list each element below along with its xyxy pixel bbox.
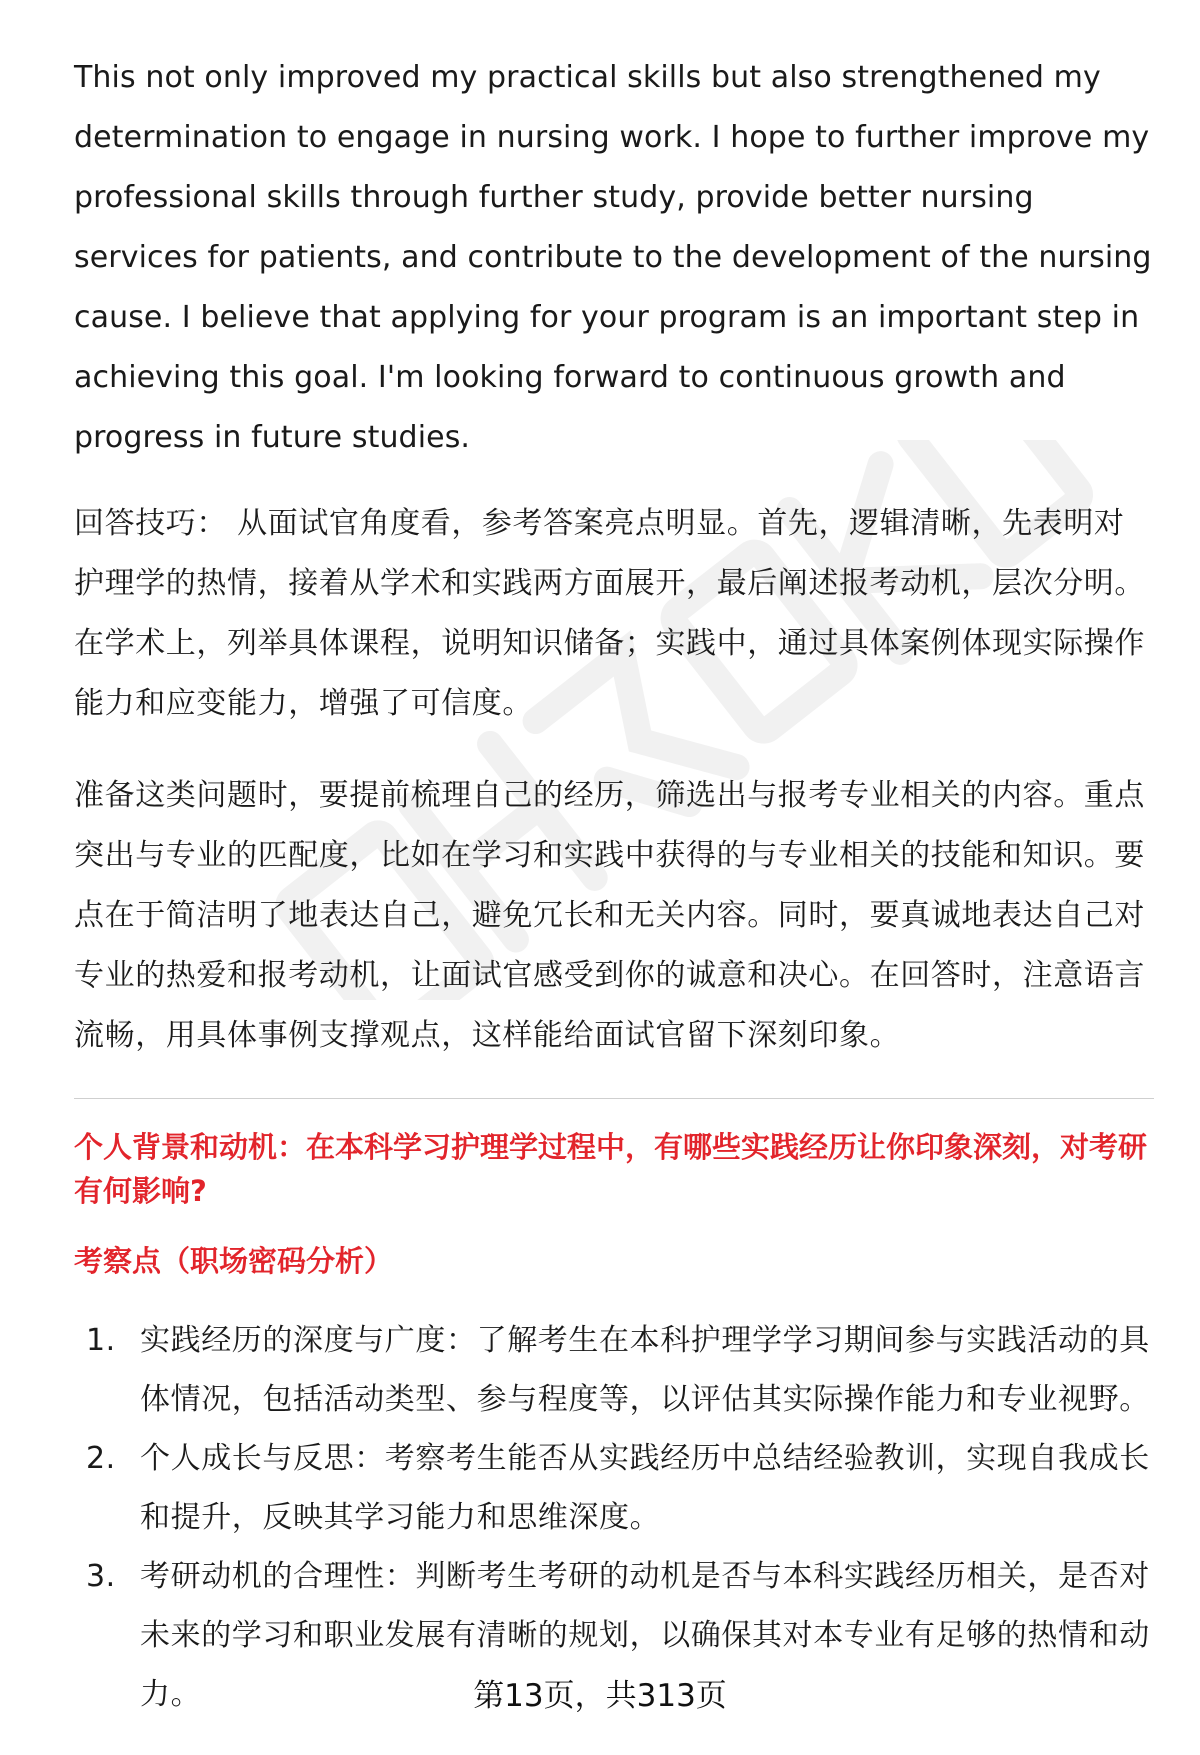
list-item <box>74 1311 1154 1429</box>
page-content <box>74 48 1154 1724</box>
preparation-paragraph: 准备这类问题时，要提前梳理自己的经历，筛选出与报考专业相关的内容。重点突出与专业的匹配度，比如在学习和实践中获得的与专业相关的技能和知识。要点在于简洁明了地表达自己，避免冗长和无关内容。同时，要真诚地表达自己对专业的热爱和报考动机，让面试官感受到你的诚意和决心。在回答时，注意语言流畅，用具体事例支撑观点，这样能给面试官留下深刻印象。 <box>74 778 1145 1053</box>
list-item-number: 2. <box>86 1441 116 1476</box>
list-item-text: 实践经历的深度与广度：了解考生在本科护理学学习期间参与实践活动的具体情况，包括活动类型、参与程度等，以评估其实际操作能力和专业视野。 <box>140 1323 1150 1417</box>
answer-tips-paragraph: 回答技巧： 从面试官角度看，参考答案亮点明显。首先，逻辑清晰，先表明对护理学的热情，接着从学术和实践两方面展开，最后阐述报考动机，层次分明。在学术上，列举具体课程，说明知识储备；实践中，通过具体案例体现实际操作能力和应变能力，增强了可信度。 <box>74 506 1145 721</box>
list-item <box>74 1429 1154 1547</box>
list-item-number: 1. <box>86 1323 116 1358</box>
list-item-text: 考研动机的合理性：判断考生考研的动机是否与本科实践经历相关，是否对未来的学习和职业发展有清晰的规划，以确保其对本专业有足够的热情和动力。 <box>140 1559 1150 1712</box>
english-paragraph: This not only improved my practical skills but also strengthened my determination to engage in nursing work. I hope to further improve my professional skills through further study, provide better nursing services for patients, and contribute to the development of the nursing cause. I believe that applying for your program is an important step in achieving this goal. I'm looking forward to continuous growth and progress in future studies. <box>74 60 1152 455</box>
assessment-points-title: 考察点（职场密码分析） <box>74 1244 394 1278</box>
section-divider <box>74 1098 1154 1099</box>
question-title: 个人背景和动机：在本科学习护理学过程中，有哪些实践经历让你印象深刻，对考研有何影响? <box>74 1130 1148 1208</box>
assessment-points-list <box>74 1311 1154 1724</box>
page-number-footer: 第13页，共313页 <box>473 1678 727 1714</box>
list-item-number: 3. <box>86 1559 116 1594</box>
list-item-text: 个人成长与反思：考察考生能否从实践经历中总结经验教训，实现自我成长和提升，反映其学习能力和思维深度。 <box>140 1441 1150 1535</box>
